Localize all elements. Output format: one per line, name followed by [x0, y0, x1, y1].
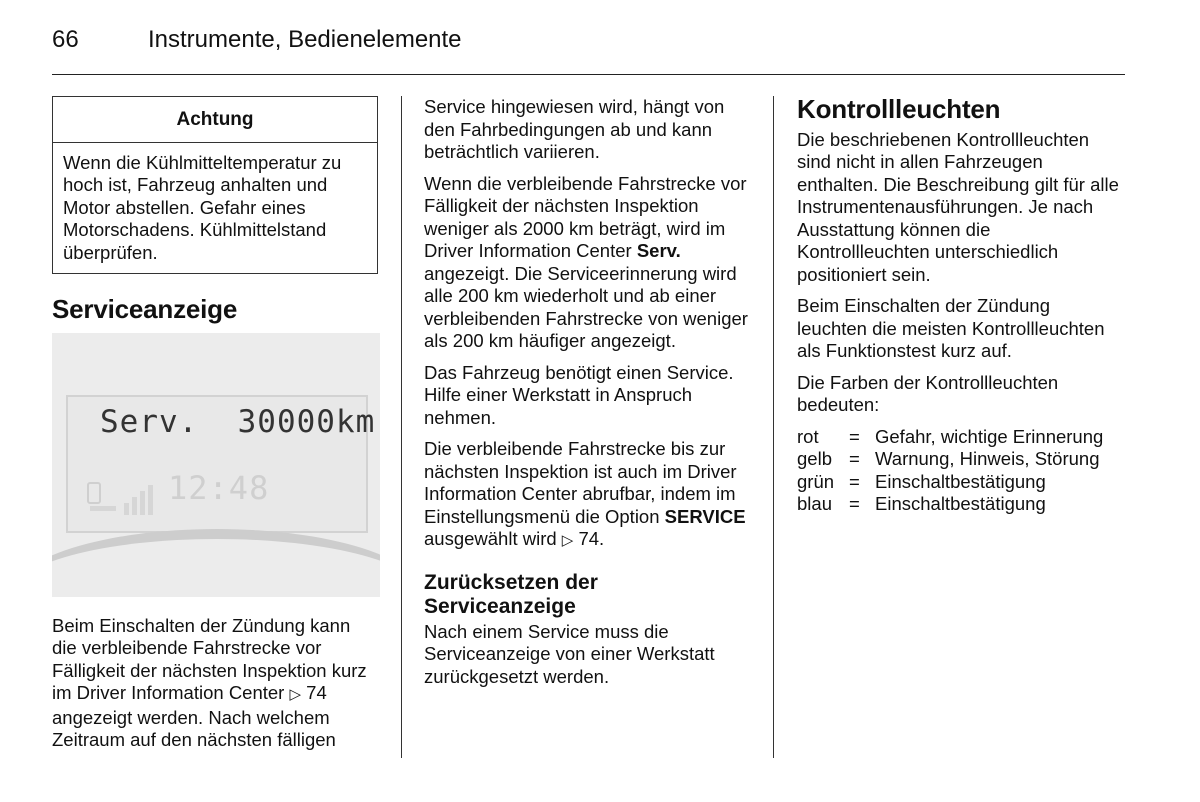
column-divider [401, 96, 402, 758]
page-number: 66 [52, 26, 79, 53]
paragraph: Beim Einschalten der Zündung kann die verbleibende Fahrstrecke vor Fälligkeit der nächsten Inspektion kurz im Driver Information Center ▷ 74 angezeigt werden. Nach welchem Zeitraum auf den nächsten fälligen [52, 614, 367, 750]
paragraph: Das Fahrzeug benötigt einen Service. Hilfe einer Werkstatt in Anspruch nehmen. [424, 361, 734, 428]
reference-arrow-icon: ▷ [561, 532, 574, 549]
column-3 [797, 96, 1125, 516]
legend-meaning: Einschaltbestätigung [875, 470, 1046, 492]
legend-color: rot [797, 425, 819, 447]
paragraph: Service hingewiesen wird, hängt von den Fahrbedingungen ab und kann beträchtlich variieren. [424, 96, 725, 162]
cluster-arc [52, 529, 380, 597]
legend-color: gelb [797, 448, 832, 469]
section-title-kontrollleuchten: Kontrollleuchten [797, 94, 1001, 124]
service-display-image [52, 333, 380, 597]
paragraph: Beim Einschalten der Zündung leuchten die meisten Kontrollleuchten als Funktionstest kurz auf. [797, 295, 1105, 361]
legend-color: blau [797, 493, 832, 514]
legend-eq: = [849, 425, 860, 447]
legend-color: grün [797, 470, 835, 492]
page-header-title: Instrumente, Bedienelemente [148, 26, 462, 53]
legend-eq: = [849, 448, 860, 469]
column-1 [52, 96, 378, 761]
legend-meaning: Warnung, Hinweis, Störung [875, 448, 1100, 469]
legend-eq: = [849, 470, 860, 492]
subsection-title-reset: Zurücksetzen der Serviceanzeige [424, 570, 598, 618]
legend-eq: = [849, 493, 860, 514]
section-title-serviceanzeige: Serviceanzeige [52, 294, 238, 324]
lcd-frame [66, 395, 376, 533]
lcd-clock: 12:48 [168, 468, 270, 507]
paragraph: Die beschriebenen Kontrollleuchten sind nicht in allen Fahrzeugen enthalten. Die Beschreibung gilt für alle Instrumentenausführungen. Je nach Ausstattung können die Kontrollleuchten unterschiedlich positioniert sein. [797, 128, 1119, 285]
paragraph: Wenn die verbleibende Fahrstrecke vor Fälligkeit der nächsten Inspektion weniger als 2000 km beträgt, wird im Driver Information Center Serv. angezeigt. Die Serviceerinnerung wird alle 200 km wiederholt und ab einer verbleibenden Fahrstrecke von weniger als 200 km häufiger angezeigt. [424, 172, 748, 351]
warning-title: Achtung [53, 97, 377, 143]
fuel-gauge-icon [86, 479, 162, 517]
warning-text: Wenn die Kühlmitteltemperatur zu hoch ist, Fahrzeug anhalten und Motor abstellen. Gefahr eines Motorschadens. Kühlmittelstand überprüfen. [63, 151, 342, 263]
warning-box [52, 96, 378, 274]
color-legend [797, 426, 1125, 516]
paragraph: Nach einem Service muss die Serviceanzeige von einer Werkstatt zurückgesetzt werden. [424, 620, 715, 687]
paragraph: Die Farben der Kontrollleuchten bedeuten: [797, 371, 1059, 415]
lcd-service-text: Serv. 30000km [100, 403, 376, 440]
column-2 [424, 96, 754, 697]
header-rule [52, 74, 1125, 75]
legend-meaning: Einschaltbestätigung [875, 493, 1046, 514]
paragraph: Die verbleibende Fahrstrecke bis zur nächsten Inspektion ist auch im Driver Information Center abrufbar, indem im Einstellungsmenü die Option SERVICE ausgewählt wird ▷ 74. [424, 438, 746, 549]
reference-arrow-icon: ▷ [289, 686, 302, 703]
legend-meaning: Gefahr, wichtige Erinnerung [875, 425, 1104, 447]
column-divider [773, 96, 774, 758]
